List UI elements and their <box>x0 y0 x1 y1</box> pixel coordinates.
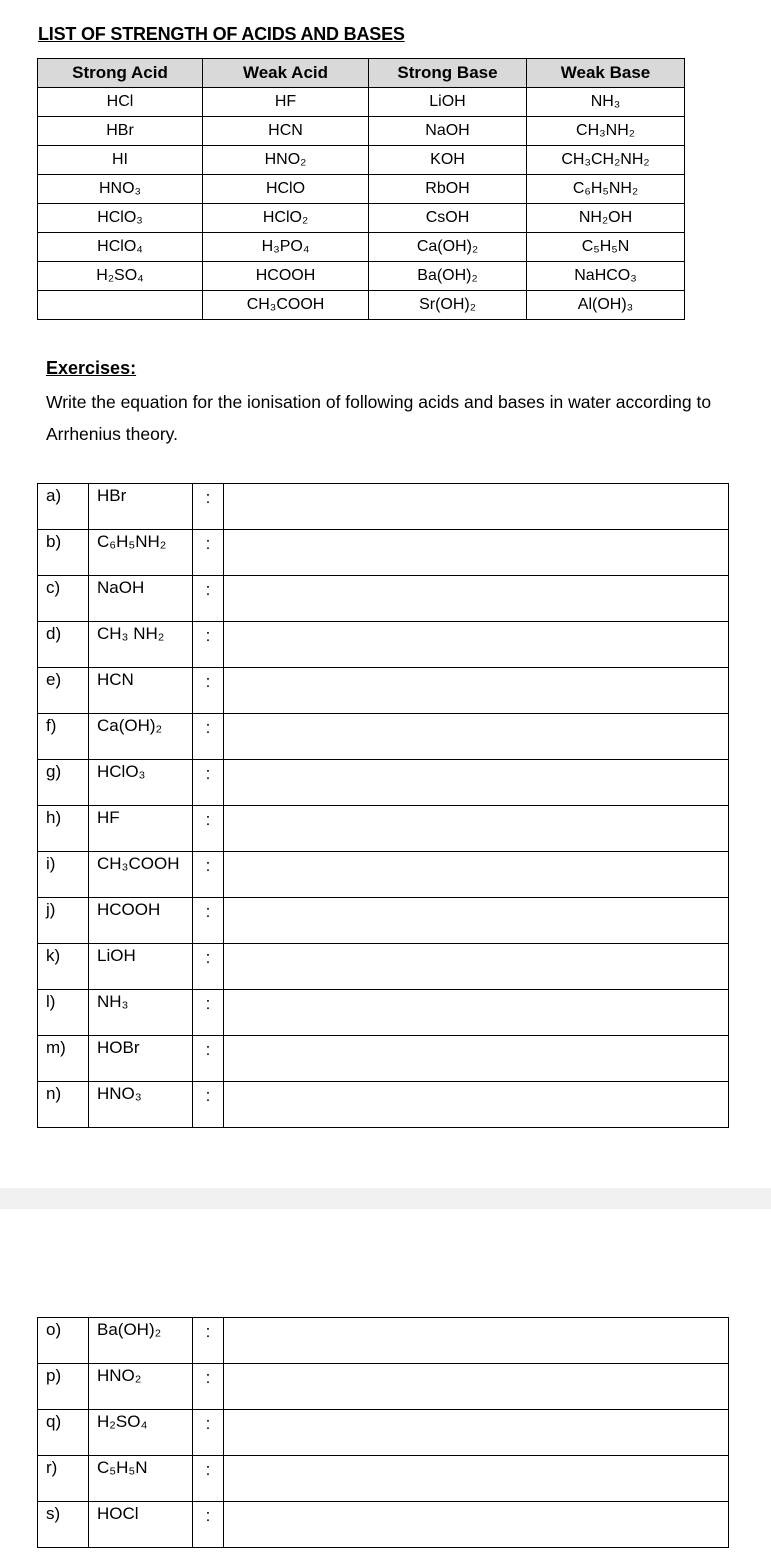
cell-strong-base: Ca(OH)₂ <box>369 233 527 262</box>
exercise-compound: HBr <box>89 484 193 530</box>
exercise-label: f) <box>38 714 89 760</box>
exercise-row <box>38 760 729 806</box>
exercise-row <box>38 852 729 898</box>
exercise-compound: Ca(OH)₂ <box>89 714 193 760</box>
exercise-row <box>38 714 729 760</box>
exercise-label: p) <box>38 1364 89 1410</box>
exercise-label: d) <box>38 622 89 668</box>
colon-separator: : <box>193 1036 224 1082</box>
exercise-row <box>38 1502 729 1548</box>
exercise-label: k) <box>38 944 89 990</box>
exercise-compound: HCN <box>89 668 193 714</box>
colon-separator: : <box>193 1364 224 1410</box>
exercise-compound: CH₃ NH₂ <box>89 622 193 668</box>
colon-separator: : <box>193 530 224 576</box>
exercises-heading: Exercises: <box>46 358 137 378</box>
exercise-row <box>38 530 729 576</box>
strength-table-body <box>38 88 685 320</box>
cell-weak-acid: HNO₂ <box>203 146 369 175</box>
cell-strong-acid: H₂SO₄ <box>38 262 203 291</box>
cell-strong-acid: HI <box>38 146 203 175</box>
exercise-row <box>38 1318 729 1364</box>
exercise-row <box>38 576 729 622</box>
cell-weak-base: NH₂OH <box>527 204 685 233</box>
exercise-label: e) <box>38 668 89 714</box>
colon-separator: : <box>193 668 224 714</box>
exercise-label: c) <box>38 576 89 622</box>
exercise-label: q) <box>38 1410 89 1456</box>
exercise-compound: HNO₃ <box>89 1082 193 1128</box>
cell-weak-acid: HF <box>203 88 369 117</box>
exercise-row <box>38 1036 729 1082</box>
answer-field[interactable] <box>224 944 729 990</box>
cell-weak-base: NH₃ <box>527 88 685 117</box>
exercise-row <box>38 1364 729 1410</box>
page-title: LIST OF STRENGTH OF ACIDS AND BASES <box>38 24 405 44</box>
exercise-label: b) <box>38 530 89 576</box>
strength-table-row <box>38 262 685 291</box>
cell-strong-acid <box>38 291 203 320</box>
answer-field[interactable] <box>224 1502 729 1548</box>
exercise-compound: Ba(OH)₂ <box>89 1318 193 1364</box>
exercise-compound: NaOH <box>89 576 193 622</box>
answer-field[interactable] <box>224 1410 729 1456</box>
cell-strong-base: CsOH <box>369 204 527 233</box>
colon-separator: : <box>193 898 224 944</box>
exercise-row <box>38 1410 729 1456</box>
colon-separator: : <box>193 1410 224 1456</box>
cell-weak-acid: HClO₂ <box>203 204 369 233</box>
header-weak-base: Weak Base <box>527 59 685 88</box>
cell-weak-base: C₆H₅NH₂ <box>527 175 685 204</box>
strength-table-row <box>38 175 685 204</box>
cell-weak-acid: HClO <box>203 175 369 204</box>
exercise-compound: C₅H₅N <box>89 1456 193 1502</box>
answer-field[interactable] <box>224 530 729 576</box>
strength-table <box>37 58 685 320</box>
colon-separator: : <box>193 1082 224 1128</box>
exercise-row <box>38 1456 729 1502</box>
strength-table-row <box>38 233 685 262</box>
answer-field[interactable] <box>224 622 729 668</box>
exercise-compound: HOCl <box>89 1502 193 1548</box>
colon-separator: : <box>193 990 224 1036</box>
colon-separator: : <box>193 944 224 990</box>
cell-strong-base: KOH <box>369 146 527 175</box>
exercise-label: m) <box>38 1036 89 1082</box>
exercise-row <box>38 944 729 990</box>
exercise-label: a) <box>38 484 89 530</box>
answer-field[interactable] <box>224 1318 729 1364</box>
exercise-label: l) <box>38 990 89 1036</box>
exercise-compound: HNO₂ <box>89 1364 193 1410</box>
cell-weak-acid: HCOOH <box>203 262 369 291</box>
answer-field[interactable] <box>224 990 729 1036</box>
answer-field[interactable] <box>224 806 729 852</box>
exercise-compound: H₂SO₄ <box>89 1410 193 1456</box>
answer-field[interactable] <box>224 1036 729 1082</box>
cell-weak-acid: CH₃COOH <box>203 291 369 320</box>
cell-strong-base: Ba(OH)₂ <box>369 262 527 291</box>
header-strong-base: Strong Base <box>369 59 527 88</box>
exercise-compound: CH₃COOH <box>89 852 193 898</box>
strength-table-row <box>38 88 685 117</box>
exercise-label: r) <box>38 1456 89 1502</box>
exercise-compound: NH₃ <box>89 990 193 1036</box>
colon-separator: : <box>193 1318 224 1364</box>
cell-weak-base: CH₃NH₂ <box>527 117 685 146</box>
exercise-label: o) <box>38 1318 89 1364</box>
exercise-label: s) <box>38 1502 89 1548</box>
exercises-instruction: Write the equation for the ionisation of following acids and bases in water according to Arrhenius theory. <box>46 392 712 444</box>
cell-weak-base: C₅H₅N <box>527 233 685 262</box>
answer-field[interactable] <box>224 1082 729 1128</box>
exercise-compound: HOBr <box>89 1036 193 1082</box>
strength-table-row <box>38 204 685 233</box>
strength-table-row <box>38 291 685 320</box>
header-weak-acid: Weak Acid <box>203 59 369 88</box>
answer-field[interactable] <box>224 576 729 622</box>
colon-separator: : <box>193 622 224 668</box>
exercise-table-page1 <box>37 483 729 1128</box>
colon-separator: : <box>193 852 224 898</box>
colon-separator: : <box>193 484 224 530</box>
cell-weak-acid: HCN <box>203 117 369 146</box>
cell-strong-base: RbOH <box>369 175 527 204</box>
exercise-row <box>38 806 729 852</box>
cell-strong-acid: HClO₃ <box>38 204 203 233</box>
answer-field[interactable] <box>224 898 729 944</box>
answer-field[interactable] <box>224 714 729 760</box>
strength-table-header-row <box>38 59 685 88</box>
colon-separator: : <box>193 714 224 760</box>
exercise-row <box>38 622 729 668</box>
exercise-row <box>38 1082 729 1128</box>
cell-strong-acid: HCl <box>38 88 203 117</box>
exercise-row <box>38 898 729 944</box>
header-strong-acid: Strong Acid <box>38 59 203 88</box>
cell-weak-acid: H₃PO₄ <box>203 233 369 262</box>
colon-separator: : <box>193 1502 224 1548</box>
page-break <box>0 1188 771 1209</box>
strength-table-row <box>38 146 685 175</box>
cell-weak-base: Al(OH)₃ <box>527 291 685 320</box>
exercise-label: i) <box>38 852 89 898</box>
colon-separator: : <box>193 576 224 622</box>
exercise-label: g) <box>38 760 89 806</box>
cell-strong-base: LiOH <box>369 88 527 117</box>
exercise-compound: HClO₃ <box>89 760 193 806</box>
answer-field[interactable] <box>224 1456 729 1502</box>
exercise-compound: HF <box>89 806 193 852</box>
exercise-label: j) <box>38 898 89 944</box>
cell-weak-base: CH₃CH₂NH₂ <box>527 146 685 175</box>
cell-strong-acid: HBr <box>38 117 203 146</box>
exercise-row <box>38 668 729 714</box>
colon-separator: : <box>193 1456 224 1502</box>
cell-strong-base: NaOH <box>369 117 527 146</box>
exercise-row <box>38 484 729 530</box>
answer-field[interactable] <box>224 852 729 898</box>
answer-field[interactable] <box>224 668 729 714</box>
exercise-row <box>38 990 729 1036</box>
exercise-compound: HCOOH <box>89 898 193 944</box>
answer-field[interactable] <box>224 760 729 806</box>
answer-field[interactable] <box>224 484 729 530</box>
colon-separator: : <box>193 806 224 852</box>
exercise-compound: LiOH <box>89 944 193 990</box>
strength-table-row <box>38 117 685 146</box>
cell-strong-acid: HClO₄ <box>38 233 203 262</box>
exercise-table-page2 <box>37 1317 729 1548</box>
exercise-compound: C₆H₅NH₂ <box>89 530 193 576</box>
cell-strong-acid: HNO₃ <box>38 175 203 204</box>
cell-weak-base: NaHCO₃ <box>527 262 685 291</box>
colon-separator: : <box>193 760 224 806</box>
answer-field[interactable] <box>224 1364 729 1410</box>
cell-strong-base: Sr(OH)₂ <box>369 291 527 320</box>
exercise-label: n) <box>38 1082 89 1128</box>
exercise-label: h) <box>38 806 89 852</box>
